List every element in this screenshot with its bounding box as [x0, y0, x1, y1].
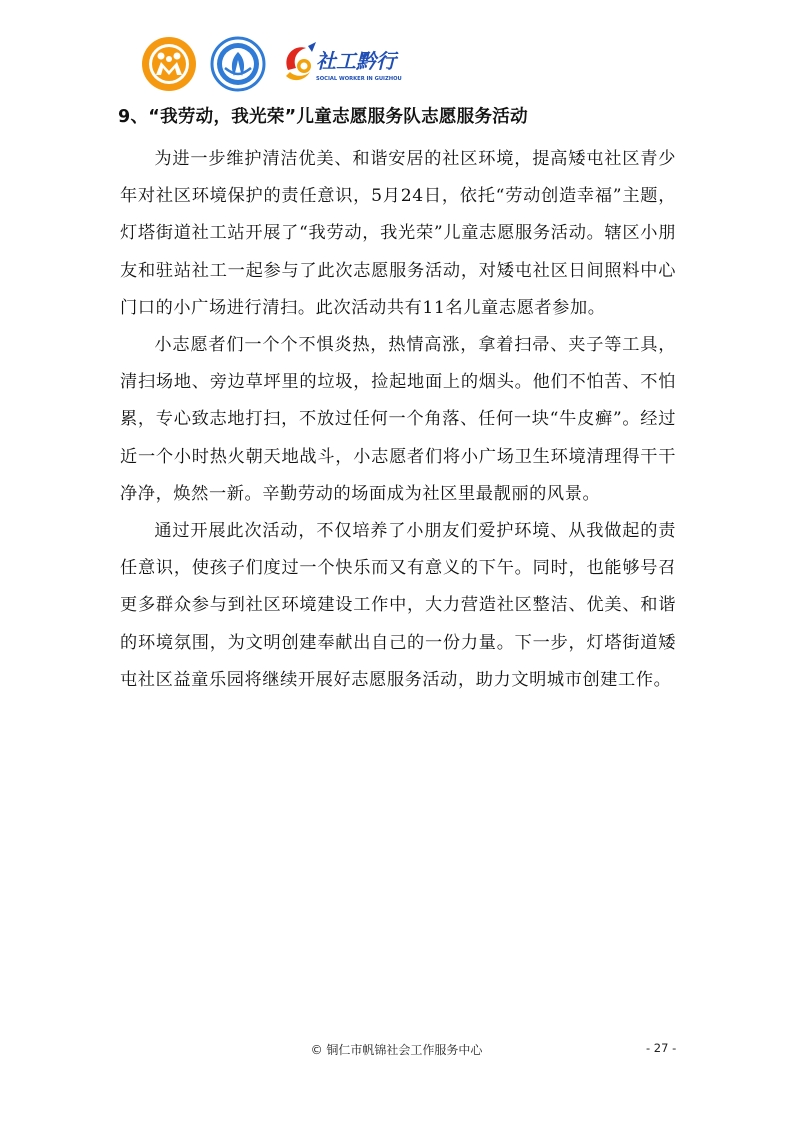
blue-circle-logo: [210, 36, 266, 92]
section-heading: 9、“我劳动，我光荣”儿童志愿服务队志愿服务活动: [118, 107, 528, 127]
svg-text:社工黔行: 社工黔行: [316, 49, 396, 73]
paragraph: 为进一步维护清洁优美、和谐安居的社区环境，提高矮屯社区青少年对社区环境保护的责任意识，5月24日，依托“劳动创造幸福”主题，灯塔街道社工站开展了“我劳动，我光荣”儿童志愿服务活动。辖区小朋友和驻站社工一起参与了此次志愿服务活动，对矮屯社区日间照料中心门口的小广场进行清扫。此次活动共有11名儿童志愿者参加。: [120, 149, 676, 318]
header-logos: [140, 34, 402, 94]
svg-text:SOCIAL WORKER IN GUIZHOU: SOCIAL WORKER IN GUIZHOU: [316, 76, 402, 82]
orange-circle-logo: [140, 35, 198, 93]
paragraph: 通过开展此次活动，不仅培养了小朋友们爱护环境、从我做起的责任意识，使孩子们度过一个快乐而又有意义的下午。同时，也能够号召更多群众参与到社区环境建设工作中，大力营造社区整洁、优美、和谐的环境氛围，为文明创建奉献出自己的一份力量。下一步，灯塔街道矮屯社区益童乐园将继续开展好志愿服务活动，助力文明城市创建工作。: [120, 521, 676, 690]
section-body: [120, 141, 676, 699]
page-number: - 27 -: [646, 1041, 677, 1055]
footer-organization: © 铜仁市帆锦社会工作服务中心: [310, 1043, 483, 1057]
social-worker-guizhou-logo: [278, 36, 402, 92]
paragraph: 小志愿者们一个个不惧炎热，热情高涨，拿着扫帚、夹子等工具，清扫场地、旁边草坪里的垃圾，捡起地面上的烟头。他们不怕苦、不怕累，专心致志地打扫，不放过任何一个角落、任何一块“牛皮癣”。经过近一个小时热火朝天地战斗，小志愿者们将小广场卫生环境清理得干干净净，焕然一新。辛勤劳动的场面成为社区里最靓丽的风景。: [120, 335, 676, 504]
